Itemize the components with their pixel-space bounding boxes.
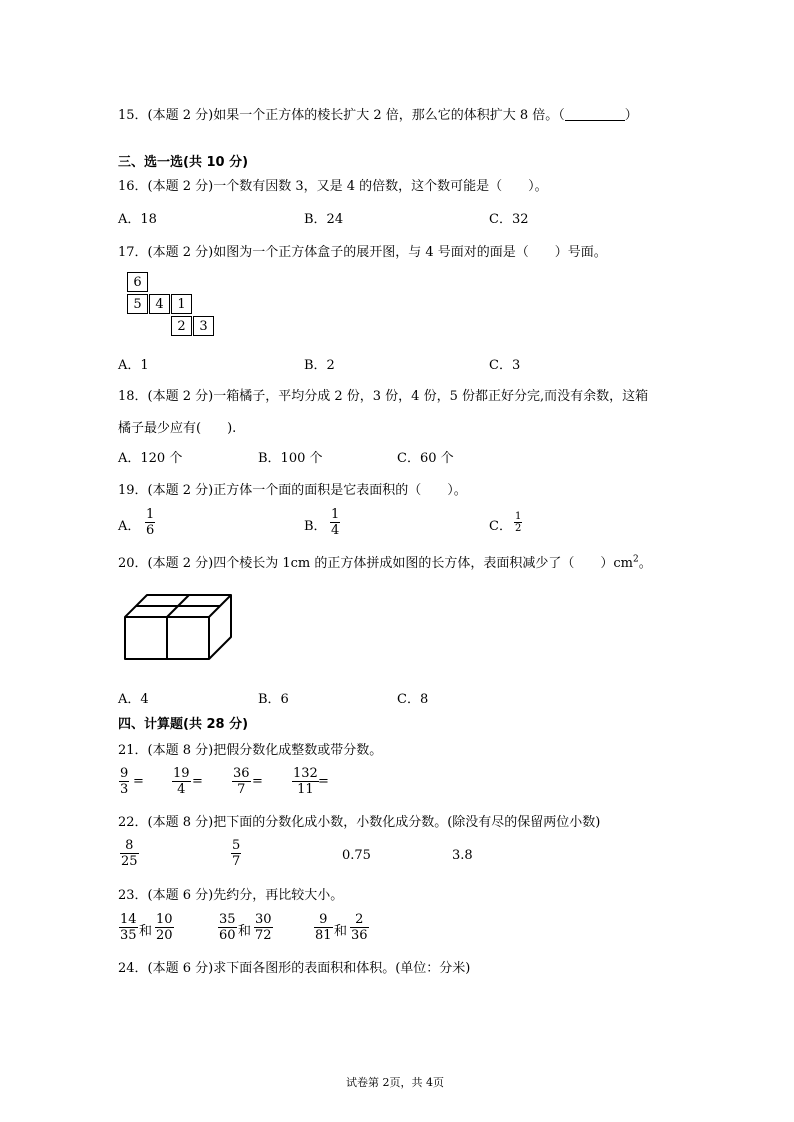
fraction-numerator: 2: [355, 912, 364, 927]
q21-fraction-4: [292, 766, 319, 797]
q21-fraction-3: [232, 766, 251, 797]
fraction-denominator: 25: [121, 854, 138, 869]
q22-decimal-2: 3.8: [452, 848, 473, 863]
question-19-option-b-label[interactable]: B．: [304, 519, 327, 534]
q21-fraction-2: [172, 766, 191, 797]
fraction-numerator: 30: [255, 912, 272, 927]
q21-fraction-1: [119, 766, 129, 797]
cuboid-figure: [120, 590, 238, 664]
net-face-1: 1: [171, 294, 192, 314]
q23-pair-2-a: [218, 912, 237, 943]
page-footer: 试卷第 2页，共 4页: [346, 1076, 444, 1089]
question-17-option-b[interactable]: B．2: [304, 358, 335, 373]
q22-decimal-1: 0.75: [342, 848, 371, 863]
question-20-end: 。: [638, 556, 652, 571]
fraction-numerator: 1: [331, 507, 340, 522]
question-20-option-a[interactable]: A．4: [118, 692, 149, 707]
net-face-3: 3: [193, 316, 214, 336]
fraction-denominator: 2: [515, 523, 522, 534]
question-18-option-b[interactable]: B．100 个: [258, 451, 323, 466]
net-face-6: 6: [127, 272, 148, 292]
answer-blank[interactable]: [565, 108, 625, 121]
question-22-text: 22．(本题 8 分)把下面的分数化成小数，小数化成分数。(除没有尽的保留两位小数): [118, 815, 601, 830]
and-word: 和: [238, 924, 252, 939]
fraction-numerator: 10: [156, 912, 173, 927]
net-face-5: 5: [127, 294, 148, 314]
fraction-numerator: 8: [125, 838, 134, 853]
question-18-option-c[interactable]: C．60 个: [397, 451, 454, 466]
fraction-numerator: 14: [120, 912, 137, 927]
question-15: [118, 104, 638, 123]
question-18-line-2: 橘子最少应有( ).: [118, 421, 237, 436]
fraction-numerator: 1: [515, 511, 522, 522]
q23-pair-3-a: [314, 912, 333, 943]
equals-sign: =: [318, 774, 329, 789]
fraction-denominator: 36: [351, 928, 368, 943]
fraction-denominator: 81: [315, 928, 332, 943]
fraction-denominator: 3: [120, 782, 129, 797]
net-face-2: 2: [171, 316, 192, 336]
equals-sign: =: [133, 774, 144, 789]
fraction-numerator: 19: [173, 766, 190, 781]
question-18-option-a[interactable]: A．120 个: [118, 451, 183, 466]
fraction-numerator: 35: [219, 912, 236, 927]
question-17-option-c[interactable]: C．3: [489, 358, 521, 373]
q22-fraction-1: [120, 838, 139, 869]
fraction-denominator: 60: [219, 928, 236, 943]
fraction-denominator: 20: [156, 928, 173, 943]
question-20-option-b[interactable]: B．6: [258, 692, 289, 707]
section-4-title: 四、计算题(共 28 分): [118, 717, 249, 732]
and-word: 和: [334, 924, 348, 939]
fraction-numerator: 9: [120, 766, 129, 781]
q22-fraction-2: [231, 838, 241, 869]
q23-pair-3-b: [350, 912, 369, 943]
question-15-text: 15．(本题 2 分)如果一个正方体的棱长扩大 2 倍，那么它的体积扩大 8 倍。（: [118, 108, 565, 123]
fraction-numerator: 1: [146, 507, 155, 522]
question-17-option-a[interactable]: A．1: [118, 358, 149, 373]
fraction-denominator: 7: [237, 782, 246, 797]
question-20-text: [118, 552, 652, 571]
equals-sign: =: [252, 774, 263, 789]
fraction-numerator: 5: [232, 838, 241, 853]
question-19-option-c-label[interactable]: C．: [489, 519, 512, 534]
question-23-text: 23．(本题 6 分)先约分，再比较大小。: [118, 888, 344, 903]
q23-pair-1-b: [155, 912, 174, 943]
question-16-option-c[interactable]: C．32: [489, 212, 529, 227]
unit-exponent: 2: [632, 554, 639, 565]
question-19-option-c-fraction: [514, 511, 522, 534]
fraction-denominator: 11: [297, 782, 314, 797]
cube-net-figure: [127, 272, 217, 338]
q23-pair-1-a: [119, 912, 138, 943]
section-3-title: 三、选一选(共 10 分): [118, 155, 249, 170]
question-19-option-a-label[interactable]: A．: [118, 519, 141, 534]
q23-pair-2-b: [254, 912, 273, 943]
question-21-text: 21．(本题 8 分)把假分数化成整数或带分数。: [118, 743, 383, 758]
question-16-option-b[interactable]: B．24: [304, 212, 344, 227]
fraction-denominator: 7: [232, 854, 241, 869]
question-17-text: 17．(本题 2 分)如图为一个正方体盒子的展开图，与 4 号面对的面是（ ）号面。: [118, 245, 607, 260]
fraction-numerator: 36: [233, 766, 250, 781]
fraction-denominator: 72: [255, 928, 272, 943]
question-16-text: 16．(本题 2 分)一个数有因数 3，又是 4 的倍数，这个数可能是（ ）。: [118, 179, 548, 194]
fraction-numerator: 132: [293, 766, 318, 781]
fraction-denominator: 4: [177, 782, 186, 797]
fraction-denominator: 4: [331, 523, 340, 538]
question-16-option-a[interactable]: A．18: [118, 212, 157, 227]
fraction-denominator: 35: [120, 928, 137, 943]
question-15-close: ）: [624, 108, 638, 123]
net-face-4: 4: [149, 294, 170, 314]
equals-sign: =: [192, 774, 203, 789]
fraction-numerator: 9: [319, 912, 328, 927]
question-18-line-1: 18．(本题 2 分)一箱橘子，平均分成 2 份，3 份，4 份，5 份都正好分完,而没有余数，这箱: [118, 389, 649, 404]
fraction-denominator: 6: [146, 523, 155, 538]
question-19-text: 19．(本题 2 分)正方体一个面的面积是它表面积的（ ）。: [118, 483, 467, 498]
question-19-option-b-fraction: [330, 507, 340, 538]
question-24-text: 24．(本题 6 分)求下面各图形的表面积和体积。(单位：分米): [118, 961, 471, 976]
question-20-option-c[interactable]: C．8: [397, 692, 429, 707]
question-19-option-a-fraction: [145, 507, 155, 538]
and-word: 和: [139, 924, 153, 939]
question-20-body: 20．(本题 2 分)四个棱长为 1cm 的正方体拼成如图的长方体，表面积减少了（ ）cm: [118, 556, 633, 571]
